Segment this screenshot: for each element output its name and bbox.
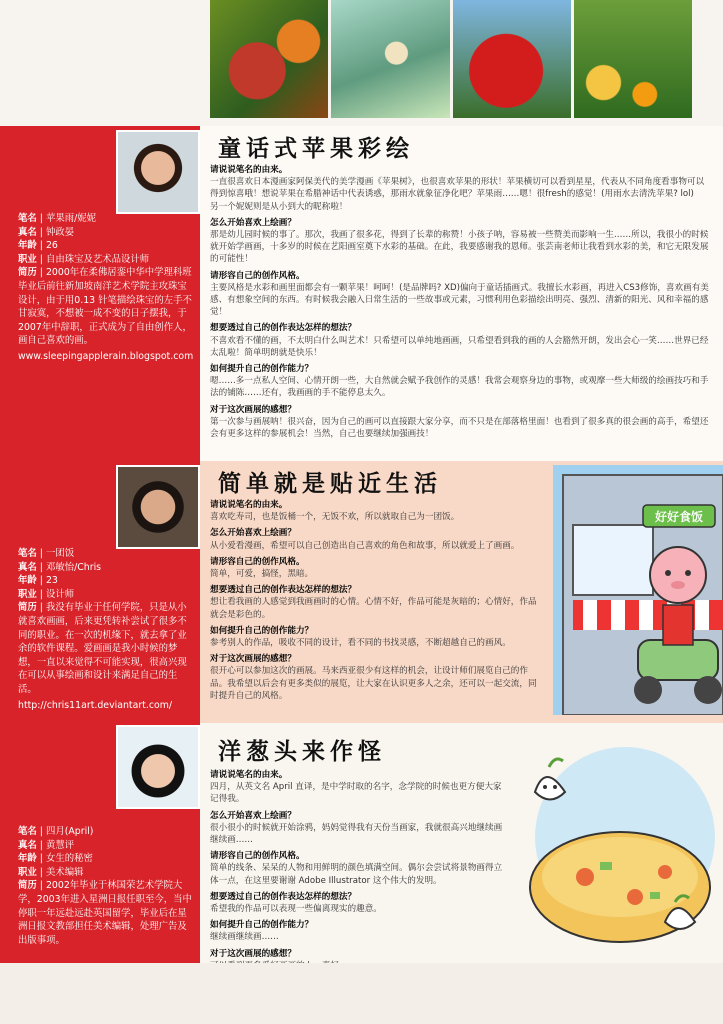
avatar-photo xyxy=(116,130,200,214)
job: 美术编辑 xyxy=(45,866,84,878)
pen-name: 四月(April) xyxy=(45,826,94,837)
profile-sidebar xyxy=(0,461,200,723)
qa-block: 请说说笔名的由来。 四月，从英文名 April 直译，是中学时取的名字，念学院的时候也更方便大家记得我。 怎么开始喜欢上绘画？ 很小很小的时候就开始涂鸦，妈妈觉得我有天份当画家，我就很高兴地继续画继续画…… 请形容自己的创作风格。 简单的线条、呆呆的人物和用鲜明的颜色填满空间。偶尔会尝试将景物画得立体一点，在这里要谢谢 Adobe Illustrator 这个伟大的发明。 想要透过自己的创作表达怎样的想法？ 希望我的作品可以表现一些偏离现实的趣意。 如何提升自己的创作能力？ 继续画继续画…… 对于这次画展的感想？ xyxy=(210,770,503,959)
avatar-photo xyxy=(116,465,200,549)
shop-sign: 好好食饭 xyxy=(654,510,704,524)
bio: 我没有毕业于任何学院，只是从小就喜欢画画，后来更凭转补尝试了很多不同的职业。在一次的机缘下，就去拿了业余的软件课程。爱画画是我小时候的梦想，一直以来觉得不可能实现，很高兴现在可以从事绘画和设计来满足自己的生活。 xyxy=(18,602,187,695)
profile-url[interactable]: www.sleepingapplerain.blogspot.com xyxy=(18,350,194,362)
section-title: 洋葱头来作怪 xyxy=(218,738,386,765)
section-title: 童话式苹果彩绘 xyxy=(218,135,414,162)
bio: 2000年在柔佛居銮中华中学理科班毕业后前往新加坡南洋艺术学院主攻珠宝设计，由于用0.13 针笔描绘珠宝的左手不甘寂寞，不想被一成不变的日子摆我，于2007年中辞职，正式成为了自由创作人，画自己喜欢的画。 xyxy=(18,267,192,347)
real-name: 黄慧评 xyxy=(45,839,75,851)
top-artwork-strip xyxy=(210,0,692,118)
profile-section-2 xyxy=(0,461,723,723)
age: 26 xyxy=(45,240,58,252)
profile-section-1 xyxy=(0,126,723,461)
artwork-fairy-girl xyxy=(331,0,449,118)
qa-block: 请说说笔名的由来。 一直很喜欢日本漫画家阿保美代的美学漫画《苹果树》，也很喜欢苹果的形状！苹果横切可以看到星星，代表从不同角度看事物可以得到惊喜哦！想说苹果在希腊神话中代表诱惑，那雨水就象征净化吧？苹果雨……嗯！很fresh的感觉！(用雨水去清洗苹果? lol) 另一个妮妮则是从小到大的昵称啦！ 怎么开始喜欢上绘画？ 那是幼儿园时候的事了。那次，我画了很多花，得到了长辈的称赞！小孩子呐，容易被一些赞美而影响一生……所以，我很小的时候就开始学画画，十多岁的时候在艺阳画室奠下水彩的基础。在此，我要感谢我的恩师。张芸南老师让我看到水彩的美，和它无限发展的可能性！ 请形容自己的创作风格。 主要风格是水彩和画里面都会有一颗苹果！呵呵！(是品牌吗? XD)偏向于童话插画式。我擅长水彩画，再进入CS3修饰，喜欢画有美感、有想象空间的东西。有时候我会融入日常生活的一些故事或元素，习惯利用色彩描绘出明亮、强烈、清新的阳光、风和幸福的感觉！ 想要透过自己的创作表达怎样的想法？ 不喜欢看不懂的画，不太明白什么叫艺术！只希望可以单纯地画画，只希望看到我的画的人会豁然开朗，发出会心一笑……世界已经太乱啦！简单明朗就是快乐！ 如何提升自己的创作能力？ 嗯……多一点私人空间、心情开朗一些，大自然就会赋予我创作的灵感！我常会观察身边的事物，或观摩一些大师级的绘画技巧和手法的铺陈……还有，我画画的手不能停息太久。 对于这次画展的感想？ 第一次参与画展呐！很兴奋，因为自己的画可以直接跟大家分享，而不只是在部落格里面！也看到了很多真的很会画的高手，希望还会有更多这样的参展机会！当然，自己也要继续加强画技！ xyxy=(210,165,709,440)
artwork-red-apple xyxy=(453,0,571,118)
bio: 2002年毕业于林国荣艺术学院大学，2003年进入星洲日报任职至今，当中停职一年远赴远赴英国留学，毕业后在星洲日报文教部担任美术编辑，处理广告及出版事项。 xyxy=(18,880,192,946)
real-name: 邓敏怡/Chris xyxy=(45,561,102,573)
profile-info: 笔名 | 一团饭 真名 | 邓敏怡/Chris 年龄 | 23 职业 | 设计师 简历 | 我没有毕业于任何学院，只是从小就喜欢画画，后来更凭转补尝试了很多不同的职业。在一次的机缘下，就去拿了业余的软件课程。爱画画是我小时候的梦想，一直以来觉得不可能实现，很高兴现在可以从事绘画和设计来满足自己的生活。 http://chris11art.deviantart.com/ xyxy=(18,547,194,712)
profile-sidebar xyxy=(0,126,200,461)
profile-sidebar xyxy=(0,723,200,963)
avatar-photo xyxy=(116,725,200,809)
page-bottom-margin xyxy=(0,963,723,1024)
qa-block: 请说说笔名的由来。 喜欢吃寿司，也是饭桶一个，无饭不欢，所以就取自己为一团饭。 怎么开始喜欢上绘画？ 从小爱看漫画，希望可以自己创造出自己喜欢的角色和故事，所以就爱上了画画。 请形容自己的创作风格。 简单，可爱，搞怪，黑暗。 想要透过自己的创作表达怎样的想法？ 想让看我画的人感觉到我画画时的心情。心情不好，作品可能是灰暗的；心情好，作品就会是彩色的。 如何提升自己的创作能力？ 参考别人的作品，吸收不同的设计，看不同的书找灵感，不断超越自己的画风。 对于这次画展的感想？ 很开心可以参加这次的画展。马来西亚很少有这样的机会，让设计师们展览自己的作品。我希望以后会有更多类似的展览，让大家在认识更多人之余，还可以一起交流，同时提升自己的风格。 xyxy=(210,500,537,701)
profile-url[interactable]: http://chris11art.deviantart.com/ xyxy=(18,699,173,711)
age: 23 xyxy=(45,575,58,587)
job: 自由珠宝及艺术品设计师 xyxy=(45,253,150,265)
artwork-apple-still-life xyxy=(210,0,328,118)
profile-info: 笔名 | 四月(April) 真名 | 黄慧评 年龄 | 女生的秘密 职业 | 美术编辑 简历 | 2002年毕业于林国荣艺术学院大学，2003年进入星洲日报任职至今，当中停职一年远赴远赴英国留学，毕业后在星洲日报文教部担任美术编辑，处理广告及出版事项。 xyxy=(18,826,192,946)
pen-name: 苹果雨/妮妮 xyxy=(45,213,96,224)
age: 女生的秘密 xyxy=(45,853,93,865)
profile-info: 笔名 | 苹果雨/妮妮 真名 | 钟政晏 年龄 | 26 职业 | 自由珠宝及艺术品设计师 简历 | 2000年在柔佛居銮中华中学理科班毕业后前往新加坡南洋艺术学院主攻珠宝设计，由于用0.13 针笔描绘珠宝的左手不甘寂寞，不想被一成不变的日子摆我，于2007年中辞职，正式成为了自由创作人，画自己喜欢的画。 www.sleepingapplerain.blogspot.com xyxy=(18,213,194,362)
job: 设计师 xyxy=(45,588,75,600)
artwork-sunflower-garden xyxy=(574,0,692,118)
onion-soup-illustration xyxy=(515,747,715,947)
shop-scooter-illustration xyxy=(543,465,723,715)
real-name: 钟政晏 xyxy=(45,226,75,238)
profile-section-3 xyxy=(0,723,723,963)
pen-name: 一团饭 xyxy=(45,548,75,559)
section-title: 简单就是贴近生活 xyxy=(218,470,442,497)
